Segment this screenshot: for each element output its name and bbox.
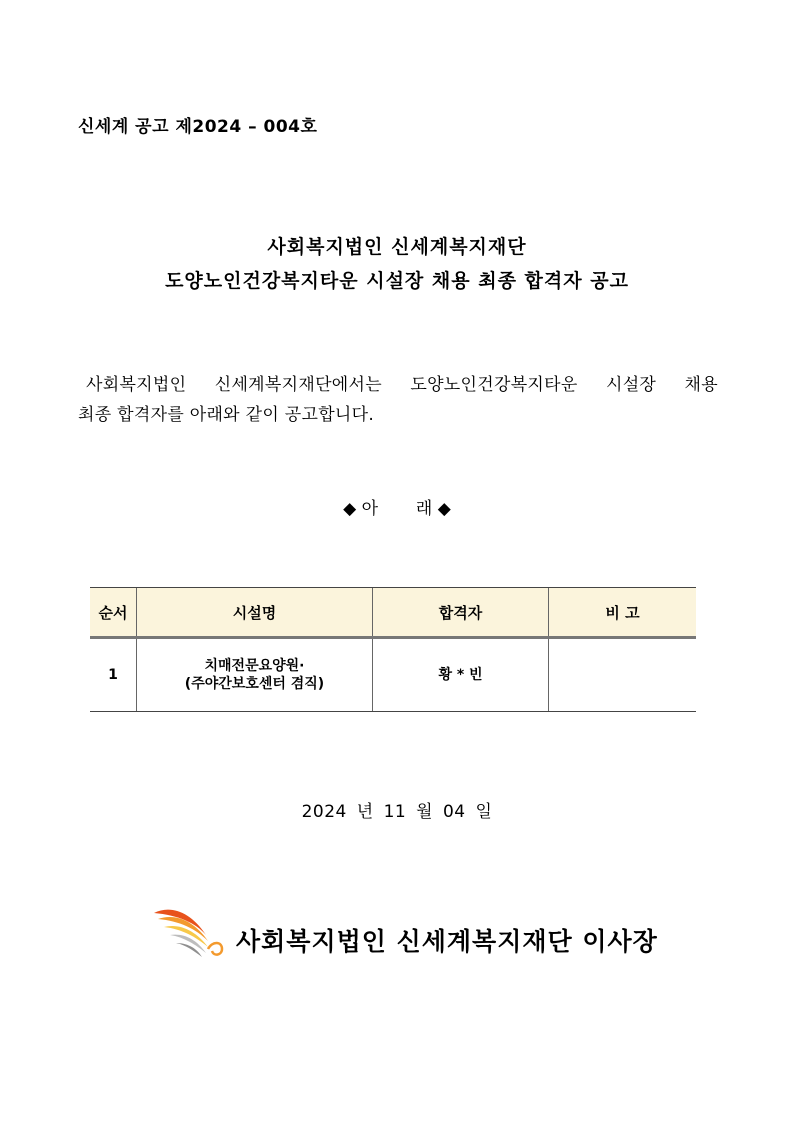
title-line-1: 사회복지법인 신세계복지재단 <box>267 236 527 258</box>
header-remarks: 비 고 <box>549 588 697 638</box>
facility-line-2: (주야간보호센터 겸직) <box>184 676 325 692</box>
header-order: 순서 <box>90 588 137 638</box>
facility-line-1: 치매전문요양원· <box>204 658 305 674</box>
table-header-row <box>90 588 696 638</box>
body-line-2: 최종 합격자를 아래와 같이 공고합니다. <box>78 405 375 425</box>
announcement-body <box>78 370 718 430</box>
foundation-swoosh-logo-icon <box>150 905 226 961</box>
cell-remarks <box>549 638 697 712</box>
table-row <box>90 638 696 712</box>
signer-name: 사회복지법인 신세계복지재단 이사장 <box>236 927 658 956</box>
cell-candidate: 황 * 빈 <box>373 638 549 712</box>
section-heading: ◆ 아 래 ◆ <box>343 499 451 519</box>
body-line-1: 사회복지법인 신세계복지재단에서는 도양노인건강복지타운 시설장 채용 <box>86 375 718 395</box>
notice-number: 신세계 공고 제2024 – 004호 <box>78 117 318 137</box>
header-candidate: 합격자 <box>373 588 549 638</box>
title-line-2: 도양노인건강복지타운 시설장 채용 최종 합격자 공고 <box>165 270 629 292</box>
announcement-date: 2024 년 11 월 04 일 <box>301 802 493 822</box>
header-facility: 시설명 <box>137 588 373 638</box>
cell-facility <box>137 638 373 712</box>
result-table <box>90 587 696 712</box>
cell-order: 1 <box>90 638 137 712</box>
